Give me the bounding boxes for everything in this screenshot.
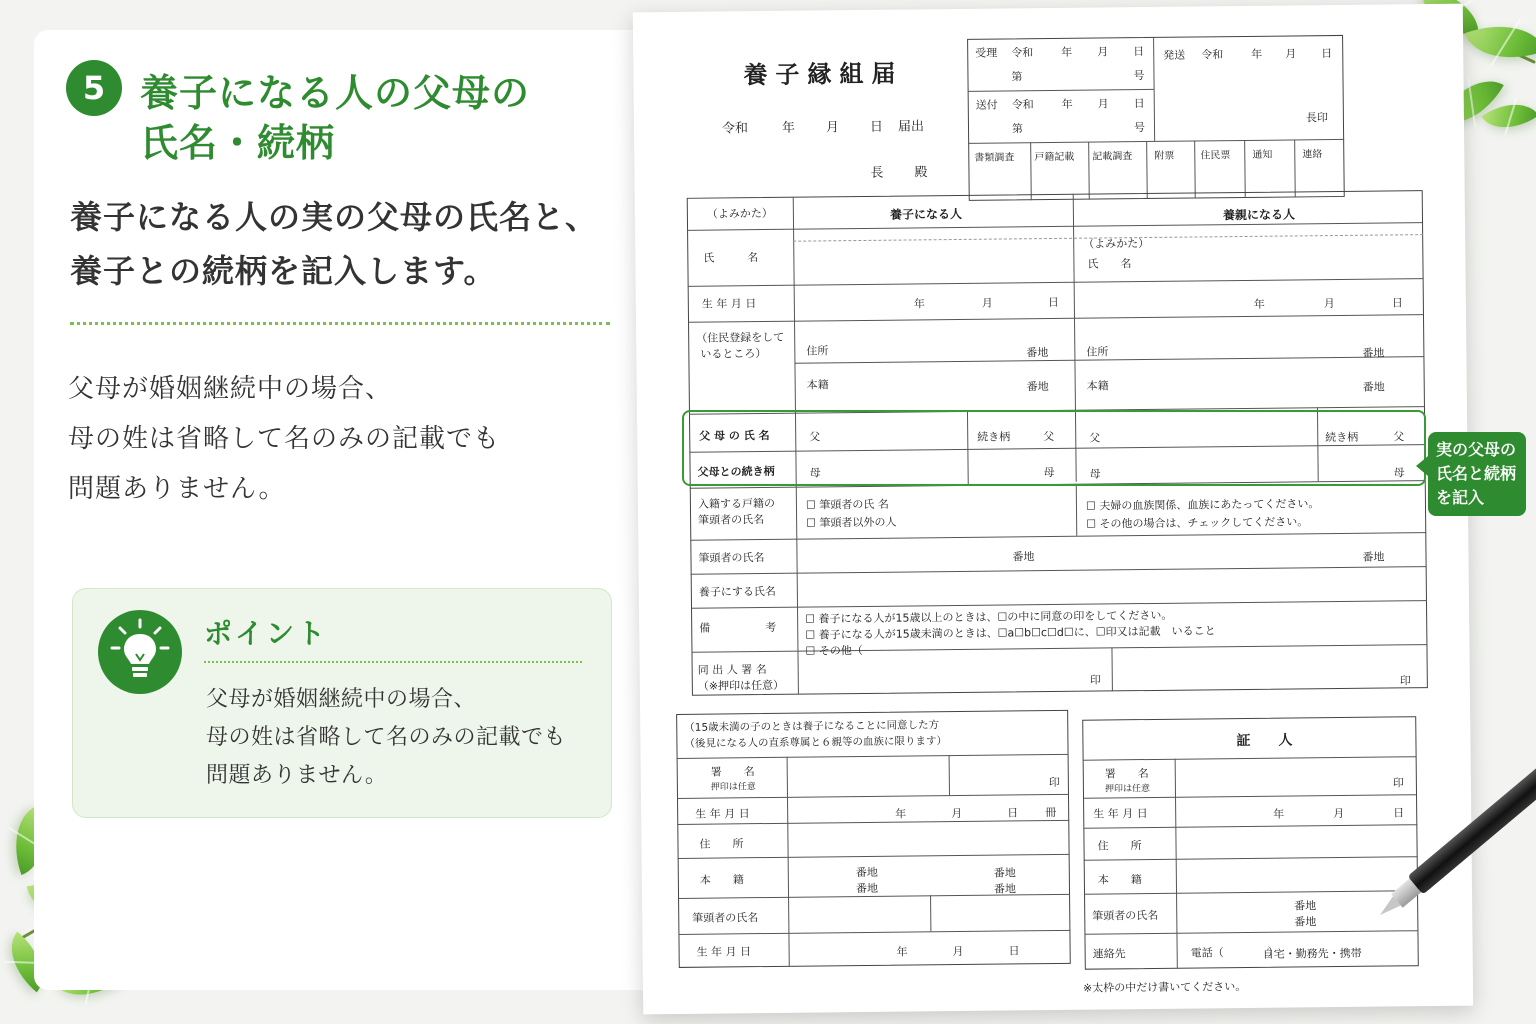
office-check-row: 書類調査 戸籍記載 記載調査 附票 住民票 通知 連絡 — [633, 4, 1463, 13]
form-title: 養子縁組届 — [743, 59, 904, 90]
point-divider — [204, 661, 582, 663]
submission-date-line: 令和 年 月 日 届出 長 殿 — [721, 119, 928, 181]
point-title: ポイント — [204, 617, 329, 650]
body-text-line-1: 父母が婚姻継続中の場合、 — [68, 374, 393, 404]
adoption-form-sheet: 養子縁組届 令和 年 月 日 届出 長 殿 受理 令和 年 月 日 第 号 発送 令和 年 月 日 送付 令和 年 月 日 第 号 長印 書類調査 戸籍記載 記載調査 附票 住民票 通知 連絡 （よみかた） 養子になる人 養親になる人 氏 名 （よみかた） 氏 名 生 年 月 日 年 月 日 年 月 日 （住民登録をして いるところ） 住所 番地 住所 番地 本籍 番地 本籍 番地 父 母 の 氏 名 父 続き柄 父 父 続き柄 父 父母との続き柄 母 母 母 母 入籍する戸籍の 筆頭者の氏名 ☐ 筆頭者の氏 名 ☐ 筆頭者以外の人 ☐ 夫婦の血族関係、血族にあたってください。 ☐ その他の場合は、チェックしてください。 筆頭者の氏名 番地 番地 養子にする氏名 備 考 ☐ 養子になる人が15歳以上のときは、☐の中に同意の印をしてください。 ☐ 養子になる人が15歳未満のときは、☐a☐b☐c☐d☐に、☐印又は記載 いること ☐ その他（ 同 出 人 署 名 （※押印は任意） 印 印 （15歳未満の子のときは養子になることに同意した方 （後見になる人の直系尊属と６親等の血族に限ります） 署 名 押印は任意 印 生 年 月 日 年 月 日 冊 住 所 本 籍 番地 番地 番地 番地 筆頭者の氏名 生 年 月 日 年 月 日 証 人 署 名 押印は任意 印 生 年 月 日 年 月 日 住 所 本 籍 筆頭者の氏名 番地 番地 連絡先 電話（ ） 自宅・勤務先・携帯 ※太枠の中だけ書いてください。 — [633, 4, 1473, 1015]
point-text-line-2: 母の姓は省略して名のみの記載でも — [206, 725, 567, 750]
callout-line-1: 実の父母の — [1436, 440, 1517, 459]
explanation-card — [34, 30, 670, 990]
callout-label — [1428, 432, 1526, 516]
lightbulb-icon — [98, 610, 182, 694]
step-number-badge: 5 — [66, 60, 122, 116]
dotted-divider — [70, 322, 610, 325]
adopter-option-2[interactable]: ☐ その他の場合は、チェックしてください。 — [1086, 515, 1309, 531]
parent-rows-highlight — [682, 410, 1426, 486]
koseki-option-1[interactable]: ☐ 筆頭者の氏 名 — [805, 497, 889, 512]
parent-name-row: 父 母 の 氏 名 父 続き柄 父 父 続き柄 父 — [699, 428, 1405, 445]
callout-line-3: を記入 — [1436, 488, 1485, 507]
lead-text-line-2: 養子との続柄を記入します。 — [70, 252, 497, 290]
lead-text-line-1: 養子になる人の実の父母の氏名と、 — [70, 198, 599, 236]
adopter-option-1[interactable]: ☐ 夫婦の血族関係、血族にあたってください。 — [1085, 497, 1320, 513]
callout-line-2: 氏名と続柄 — [1436, 464, 1517, 483]
parent-relation-row: 父母との続き柄 母 母 母 母 — [697, 464, 1405, 481]
point-text-line-1: 父母が婚姻継続中の場合、 — [206, 687, 477, 712]
step-title-line-1: 養子になる人の父母の — [140, 71, 531, 115]
body-text-line-3: 問題ありません。 — [68, 474, 286, 504]
koseki-option-2[interactable]: ☐ 筆頭者以外の人 — [806, 515, 897, 530]
step-title-line-2: 氏名・続柄 — [140, 121, 336, 165]
body-text-line-2: 母の姓は省略して名のみの記載でも — [68, 424, 501, 454]
form-footnote: ※太枠の中だけ書いてください。 — [1082, 980, 1247, 995]
point-text-line-3: 問題ありません。 — [206, 763, 388, 788]
